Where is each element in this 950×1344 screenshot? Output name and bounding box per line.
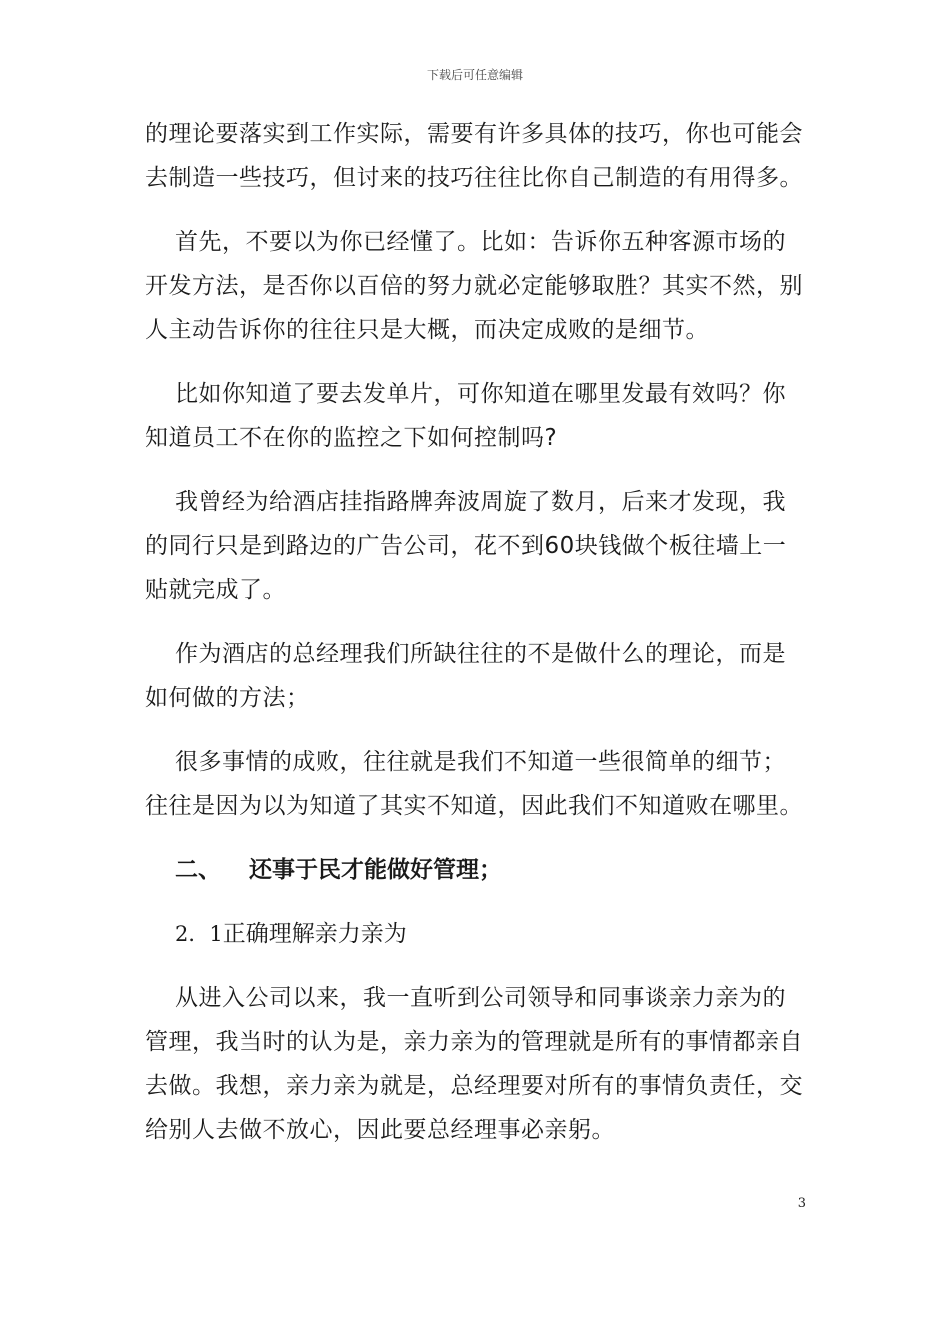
paragraph: 首先，不要以为你已经懂了。比如：告诉你五种客源市场的开发方法，是否你以百倍的努力就必定能够取胜？其实不然，别人主动告诉你的往往只是大概，而决定成败的是细节。 xyxy=(145,229,803,343)
paragraph: 我曾经为给酒店挂指路牌奔波周旋了数月，后来才发现，我的同行只是到路边的广告公司，花不到60块钱做个板往墙上一贴就完成了。 xyxy=(145,489,787,603)
subsection-number: 2．1 xyxy=(175,922,223,946)
paragraph: 很多事情的成败，往往就是我们不知道一些很简单的细节；往往是因为以为知道了其实不知道，因此我们不知道败在哪里。 xyxy=(145,749,803,819)
subsection-heading xyxy=(145,912,805,956)
paragraph: 作为酒店的总经理我们所缺往往的不是做什么的理论，而是如何做的方法； xyxy=(145,641,786,711)
document-body xyxy=(145,112,805,1172)
paragraph: 比如你知道了要去发单片，可你知道在哪里发最有效吗？你知道员工不在你的监控之下如何控制吗? xyxy=(145,381,786,451)
section-title: 还事于民才能做好管理； xyxy=(249,857,502,883)
paragraph: 从进入公司以来，我一直听到公司领导和同事谈亲力亲为的管理，我当时的认为是，亲力亲为的管理就是所有的事情都亲自去做。我想，亲力亲为就是，总经理要对所有的事情负责任，交给别人去做不放心，因此要总经理事必亲躬。 xyxy=(145,985,803,1143)
header-note: 下载后可任意编辑 xyxy=(426,68,523,82)
section-number: 二、 xyxy=(175,857,221,883)
page-number: 3 xyxy=(797,1196,806,1211)
subsection-title: 正确理解亲力亲为 xyxy=(222,921,407,947)
paragraph-continuation: 的理论要落实到工作实际，需要有许多具体的技巧，你也可能会去制造一些技巧，但讨来的技巧往往比你自己制造的有用得多。 xyxy=(145,121,803,191)
section-heading xyxy=(145,848,805,892)
